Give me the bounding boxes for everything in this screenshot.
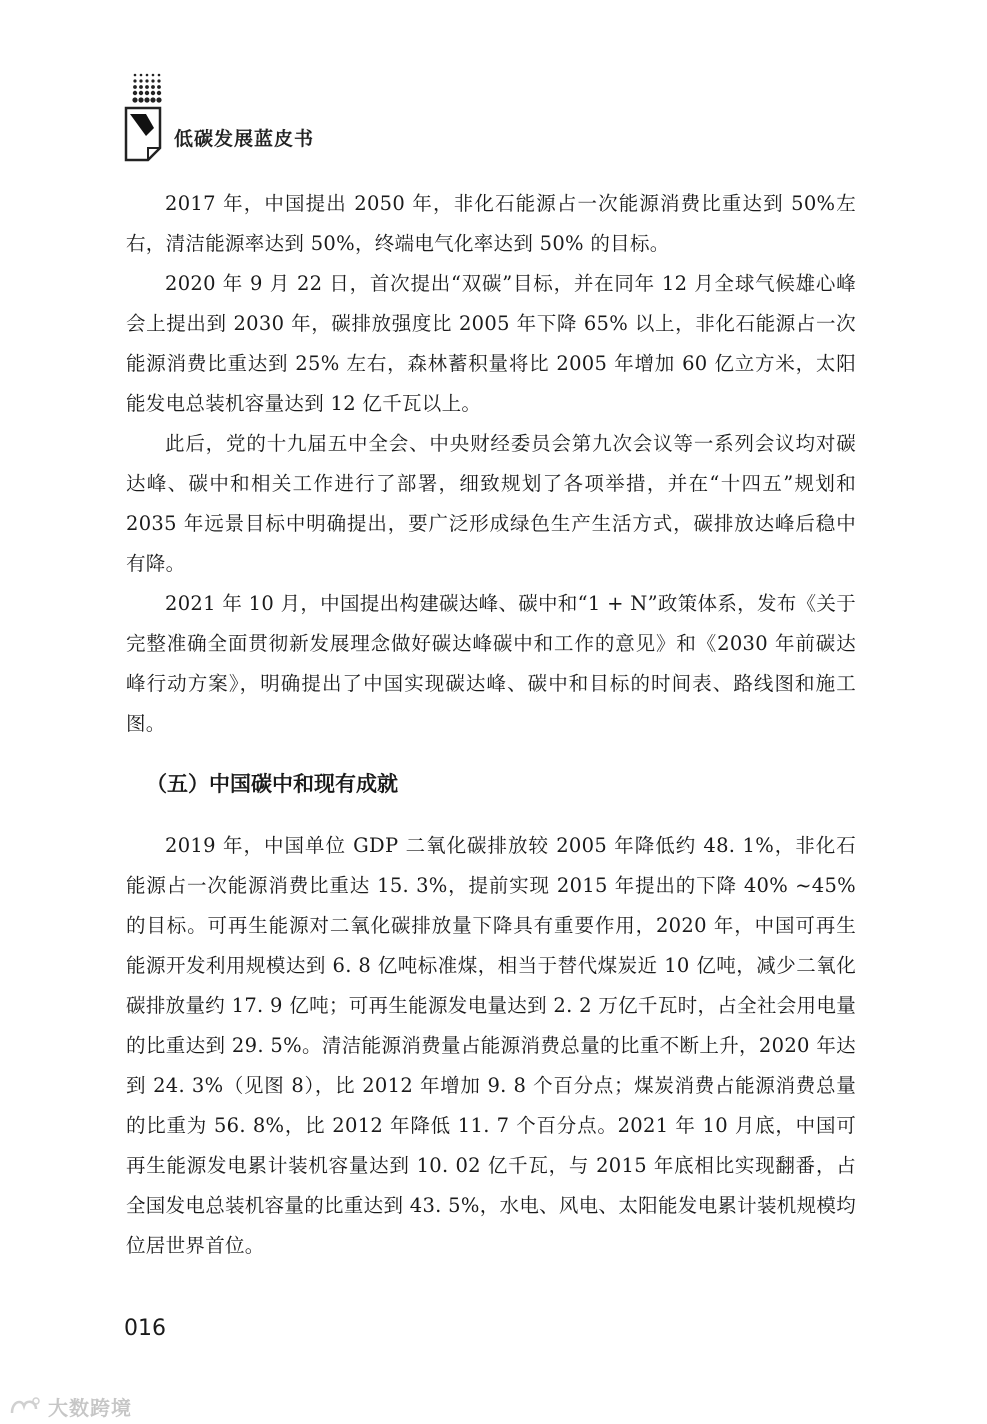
- watermark: [8, 1392, 132, 1420]
- page-body: [126, 184, 856, 1266]
- brand-logo-icon: [8, 1395, 42, 1417]
- paragraph-2021-policy-system: 2021 年 10 月，中国提出构建碳达峰、碳中和“1 + N”政策体系，发布《关于完整准确全面贯彻新发展理念做好碳达峰碳中和工作的意见》和《2030 年前碳达峰行动方案》，明确提出了中国实现碳达峰、碳中和目标的时间表、路线图和施工图。: [126, 592, 856, 735]
- watermark-text: 大数跨境: [48, 1395, 132, 1420]
- paragraph-achievements: 2019 年，中国单位 GDP 二氧化碳排放较 2005 年降低约 48. 1%，非化石能源占一次能源消费比重达 15. 3%，提前实现 2015 年提出的下降 40% ~45% 的目标。可再生能源对二氧化碳排放量下降具有重要作用，2020 年，中国可再生能源开发利用规模达到 6. 8 亿吨标准煤，相当于替代煤炭近 10 亿吨，减少二氧化碳排放量约 17. 9 亿吨；可再生能源发电量达到 2. 2 万亿千瓦时，占全社会用电量的比重达到 29. 5%。清洁能源消费量占能源消费总量的比重不断上升，2020 年达到 24. 3%（见图 8），比 2012 年增加 9. 8 个百分点；煤炭消费占能源消费总量的比重为 56. 8%，比 2012 年降低 11. 7 个百分点。2021 年 10 月底，中国可再生能源发电累计装机容量达到 10. 02 亿千瓦，与 2015 年底相比实现翻番，占全国发电总装机容量的比重达到 43. 5%，水电、风电、太阳能发电累计装机规模均位居世界首位。: [126, 834, 856, 1257]
- dot-pattern-icon: [132, 72, 162, 108]
- page-header: [124, 72, 424, 162]
- paragraph-policy-deployment: 此后，党的十九届五中全会、中央财经委员会第九次会议等一系列会议均对碳达峰、碳中和相关工作进行了部署，细致规划了各项举措，并在“十四五”规划和 2035 年远景目标中明确提出，要广泛形成绿色生产生活方式，碳排放达峰后稳中有降。: [126, 432, 856, 575]
- book-title: 低碳发展蓝皮书: [174, 128, 315, 150]
- paragraph-2020-dual-carbon: 2020 年 9 月 22 日，首次提出“双碳”目标，并在同年 12 月全球气候雄心峰会上提出到 2030 年，碳排放强度比 2005 年下降 65% 以上，非化石能源占一次能源消费比重达到 25% 左右，森林蓄积量将比 2005 年增加 60 亿立方米，太阳能发电总装机容量达到 12 亿千瓦以上。: [126, 272, 856, 415]
- paragraph-2017-goals: 2017 年，中国提出 2050 年，非化石能源占一次能源消费比重达到 50%左右，清洁能源率达到 50%，终端电气化率达到 50% 的目标。: [126, 192, 856, 255]
- page-number: 016: [124, 1316, 166, 1341]
- book-corner-icon: [124, 106, 162, 162]
- section-heading: （五）中国碳中和现有成就: [146, 772, 398, 796]
